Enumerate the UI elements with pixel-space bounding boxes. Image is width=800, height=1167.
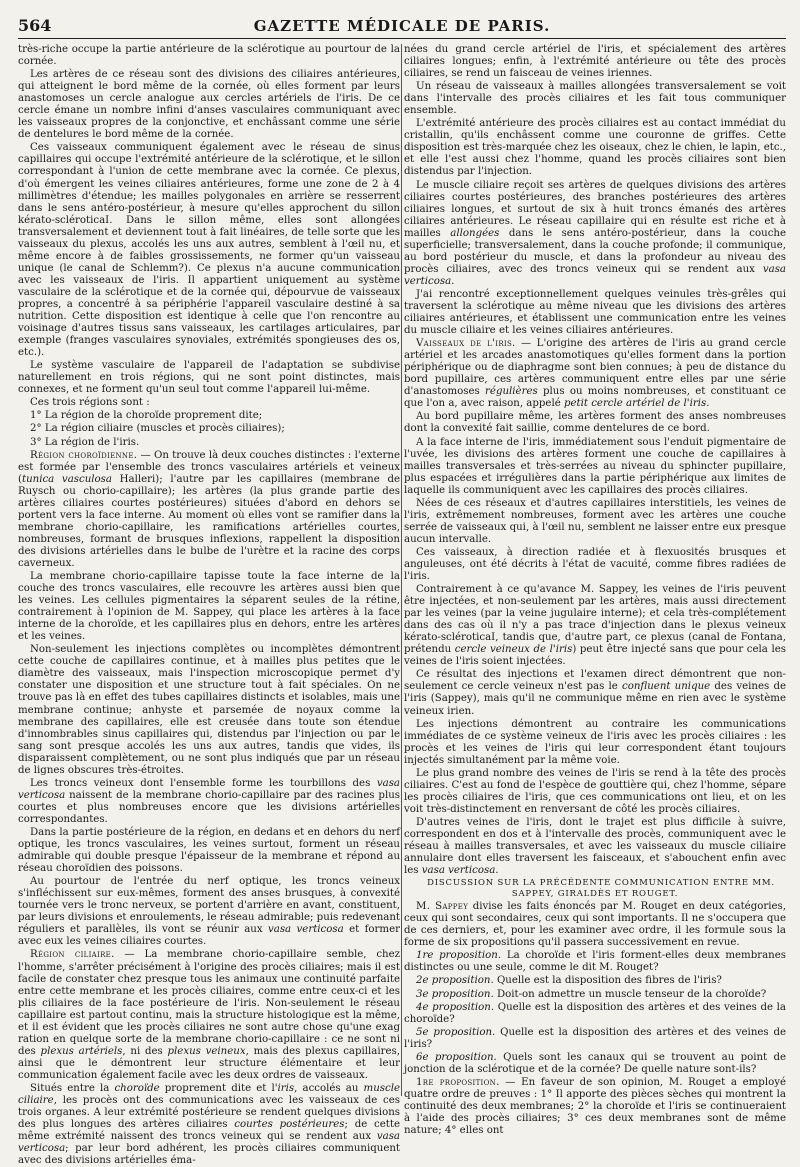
discussion-title: DISCUSSION SUR LA PRÉCÉDENTE COMMUNICATION ENTRE MM. SAPPEY, GIRALDÈS ET ROUGET. [427,878,775,900]
proposition: 1re proposition. — En faveur de son opinion, M. Rouget a employé quatre ordre de preuves : 1° Il apporte des pièces sèches qui montrent la continuité des deux membranes; 2° la choroïde et l'iris se continueraient à l'aide des procès ciliaires; 3° ces deux membranes sont de même nature; 4° elles ont [404,1076,787,1137]
paragraph: Au pourtour de l'entrée du nerf optique, les troncs veineux s'infléchissent sur eux-mêmes, forment des anses brusques, à convexité tournée vers le tronc nerveux, se portent d'arrière en avant, constituent, par leurs divisions et enroulements, le réseau admirable; puis redevenant réguliers et parallèles, ils vont se réunir aux vasa verticosa et former avec eux les veines ciliaires courtes. [18,876,401,948]
list-item: 2° La région ciliaire (muscles et procès ciliaires); [30,423,285,435]
paragraph: Au bord pupillaire même, les artères forment des anses nombreuses dont la convexité fait saillie, comme dentelures de ce bord. [404,411,786,435]
paragraph: Les artères de ce réseau sont des divisions des ciliaires antérieures, qui atteignent le bord même de la cornée, où elles forment par leurs anastomoses un cercle analogue aux cercles artériels de l'iris. De ce cercle émane un nombre infini d'anses vasculaires communiquant avec les vaisseaux propres de la conjonctive, et enchâssant comme une série de dentelures le bord même de la cornée. [18,69,400,141]
list-item: 3° La région de l'iris. [30,436,140,448]
paragraph: Dans la partie postérieure de la région, en dedans et en dehors du nerf optique, les troncs vasculaires, les veines surtout, forment un réseau admirable qui double presque l'épaisseur de la membrane et répond au réseau choroïdien des poissons. [18,827,400,875]
paragraph: nées du grand cercle artériel de l'iris, et spécialement des artères ciliaires longues; enfin, à l'extrémité antérieure ou tête des procès ciliaires, se rend un faisceau de veines iriennes. [404,44,786,80]
proposition: 2e proposition. Quelle est la disposition des fibres de l'iris? [416,975,722,987]
section-iris: Vaisseaux de l'iris. — L'origine des artères de l'iris au grand cercle artériel et les arcades anastomotiques qu'elles forment dans la portion périphérique ou de diaphragme sont bien connues; à peu de distance du bord pupillaire, ces artères communiquent entre elles par une série d'anastomoses régulières plus ou moins nombreuses, et constituant ce que l'on a, avec raison, appelé petit cercle artériel de l'iris. [404,338,786,410]
page-header [18,14,786,39]
paragraph: Un réseau de vaisseaux à mailles allongées transversalement se voit dans l'intervalle des procès ciliaires et les fait tous communiquer ensemble. [404,81,786,117]
paragraph: J'ai rencontré exceptionnellement quelques veinules très-grêles qui traversent la sclérotique au même niveau que les divisions des artères ciliaires antérieures, et établissent une communication entre les veines du muscle ciliaire et les veines ciliaires antérieures. [404,288,786,337]
proposition: 5e proposition. Quelle est la disposition des artères et des veines de l'iris? [404,1026,786,1050]
paragraph: Le système vasculaire de l'appareil de l'adaptation se subdivise naturellement en trois régions, qui ne sont point distinctes, mais connexes, et ne forment qu'un seul tout comme l'appareil lui-même. [18,360,400,396]
paragraph: Non-seulement les injections complètes ou incomplètes démontrent cette couche de capillaires continue, et à mailles plus petites que le diamètre des vaisseaux, mais l'inspection microscopique permet d'y constater une disposition et une structure tout à fait spéciales. On ne trouve pas là en effet des tubes capillaires distincts et isolables, mais une membrane continue; anhyste et parsemée de noyaux comme la membrane des capillaires, elle est creusée dans toute son étendue d'innombrables sinus capillaires qui, distendus par l'injection ou par le sang sont presque accolés les uns aux autres, tandis que vides, ils disparaissent complètement, ou ne sont plus indiqués que par un réseau de lignes obscures très-étroites. [18,644,400,776]
paragraph: Situés entre la choroïde proprement dite et l'iris, accolés au muscle ciliaire, les procès ont des communications avec les vaisseaux de ces trois organes. A leur extrémité postérieure se rendent quelques divisions des plus longues des artères ciliaires courtes postérieures; de cette même extrémité naissent des troncs veineux qui se rendent aux vasa verticosa; par leur bord adhérent, les procès ciliaires communiquent avec des divisions artérielles éma- [18,1082,400,1167]
paragraph: Ces vaisseaux, à direction radiée et à flexuosités brusques et anguleuses, ont été décrits à l'état de vacuité, comme fibres radiées de l'iris. [404,546,786,583]
section-choroid: Région choroïdienne. — On trouve là deux couches distinctes : l'externe est formée par l'ensemble des troncs vasculaires artériels et veineux (tunica vasculosa Halleri); l'autre par les capillaires (membrane de Ruysch ou chorio-capillaire); les artères (la plus grande partie des artères ciliaires courtes postérieures) situées d'abord en dehors se portent vers la face interne. Au moment où elles vont se ramifier dans la membrane chorio-capillaire, les ramifications artérielles courtes, nombreuses, formant de brusques inflexions, rappellent la disposition des divisions artérielles dans le bulbe de l'urètre et la racine des corps caverneux. [18,449,400,569]
proposition: 3e proposition. Doit-on admettre un muscle tenseur de la choroïde? [416,988,767,1000]
proposition: 1re proposition. La choroïde et l'iris forment-elles deux membranes distinctes ou une seule, comme le dit M. Rouget? [404,950,786,974]
paragraph: Le muscle ciliaire reçoit ses artères de quelques divisions des artères ciliaires courtes postérieures, des branches postérieures des artères ciliaires longues, et surtout de six à huit troncs émanés des artères ciliaires antérieures. Le réseau capillaire qui en résulte est riche et à mailles allongées dans le sens antéro-postérieur, dans la couche superficielle; transversalement, dans la couche profonde; il communique, au bord postérieur du muscle, et dans la profondeur au niveau des procès ciliaires, avec des troncs veineux qui se rendent aux vasa verticosa. [404,179,786,287]
paragraph: D'autres veines de l'iris, dont le trajet est plus difficile à suivre, correspondent en dos et à l'intervalle des procès, communiquent avec le réseau à mailles transversales, et avec les vaisseaux du muscle ciliaire annulaire dont elles traversent les faisceaux, et s'abouchent enfin avec les vasa verticosa. [404,816,786,877]
section-ciliary: Région ciliaire. — La membrane chorio-capillaire semble, chez l'homme, s'arrêter précisément à l'origine des procès ciliaires; mais il est facile de constater chez presque tous les animaux une continuité parfaite entre cette membrane et les procès ciliaires, comme entre ceux-ci et les plis ciliaires de la face postérieure de l'iris. Non-seulement le réseau capillaire est partout continu, mais la structure histologique est la même, et il est évident que les procès ciliaires ne sont autre chose qu'une exag ration en quelque sorte de la membrane chorio-capillaire : ce ne sont ni des plexus artériels, ni des plexus veineux, mais des plexus capillaires, ainsi que le démontrent leur structure élémentaire et leur communication également facile avec les deux ordres de vaisseaux. [18,949,401,1081]
paragraph: Nées de ces réseaux et d'autres capillaires interstitiels, les veines de l'iris, extrêmement nombreuses, forment avec les artères une couche serrée de vaisseaux qui, à l'œil nu, semblent ne laisser entre eux presque aucun intervalle. [404,497,786,545]
proposition: 4e proposition. Quelle est la disposition des artères et des veines de la choroïde? [404,1001,786,1025]
section-heading: Région choroïdienne. [30,449,138,461]
speaker-name: M. Sappey [416,901,469,913]
paragraph: Le plus grand nombre des veines de l'iris se rend à la tête des procès ciliaires. C'est au fond de l'espèce de gouttière qui, chez l'homme, sépare les procès ciliaires de l'iris, que ces communications ont lieu, et on les voit très-distinctement en renversant de côté les procès ciliaires. [404,767,786,815]
paragraph: M. Sappey divise les faits énoncés par M. Rouget en deux catégories, ceux qui sont secondaires, ceux qui sont importants. Il ne s'occupera que de ces derniers, et, pour les examiner avec ordre, il les formule sous la forme de six propositions qu'il passera successivement en revue. [404,901,786,949]
journal-title: GAZETTE MÉDICALE DE PARIS. [253,17,551,35]
page-number: 564 [18,16,52,35]
paragraph: La membrane chorio-capillaire tapisse toute la face interne de la couche des troncs vasculaires, elle recouvre les artères aussi bien que les veines. Les cellules pigmentaires la séparent seules de la rétine, contrairement à l'opinion de M. Sappey, qui place les artères à la face interne de la choroïde, et les capillaires plus en dehors, entre les artères et les veines. [18,571,400,643]
paragraph: L'extrémité antérieure des procès ciliaires est au contact immédiat du cristallin, qu'ils enchâssent comme une couronne de griffes. Cette disposition est très-marquée chez les oiseaux, chez le chien, le lapin, etc., et elle l'est aussi chez l'homme, quand les procès ciliaires sont bien distendus par l'injection. [404,118,786,178]
paragraph: Ce résultat des injections et l'examen direct démontrent que non-seulement ce cercle veineux n'est pas le confluent unique des veines de l'iris (Sappey), mais qu'il ne communique même en rien avec le système veineux irien. [404,669,787,717]
proposition: 6e proposition. Quels sont les canaux qui se trouvent au point de jonction de la sclérotique et de la cornée? De quelle nature sont-ils? [404,1051,787,1075]
paragraph: très-riche occupe la partie antérieure de la sclérotique au pourtour de la cornée. [18,44,400,68]
left-column [18,44,401,1167]
section-heading: Région ciliaire. [30,949,115,961]
paragraph: Contrairement à ce qu'avance M. Sappey, les veines de l'iris peuvent être injectées, et non-seulement par les artères, mais aussi directement par les veines (par la veine jugulaire interne); et cela très-complétement dans des cas où il n'y a pas trace d'injection dans le plexus veineux kérato-scléroticaI, tandis que, d'autre part, ce plexus (canal de Fontana, prétendu cercle veineux de l'iris) peut être injecté sans que pour cela les veines de l'iris soient injectées. [404,584,786,668]
paragraph: Les injections démontrent au contraire les communications immédiates de ce système veineux de l'iris avec les procès ciliaires : les procès et les veines de l'iris qui leur correspondent étant toujours injectés simultanément par la même voie. [404,718,786,766]
column-divider [401,44,402,1096]
section-heading: Vaisseaux de l'iris. [416,338,516,350]
list-item: 1° La région de la choroïde proprement dite; [30,410,263,422]
paragraph: Les troncs veineux dont l'ensemble forme les tourbillons des vasa verticosa naissent de la membrane chorio-capillaire par des racines plus courtes et plus nombreuses encore que les divisions artérielles correspondantes. [18,777,400,825]
right-column [404,44,787,1137]
paragraph: Ces trois régions sont : [30,397,150,409]
paragraph: Ces vaisseaux communiquent également avec le réseau de sinus capillaires qui occupe l'extrémité antérieure de la sclérotique, et le sillon correspondant à l'union de cette membrane avec la cornée. Ce plexus, d'où émergent les veines ciliaires antérieures, forme une zone de 2 à 4 millimètres d'étendue; les mailles polygonales en arrière se resserrent dans le sens antéro-postérieur, à mesure qu'elles approchent du sillon kérato-scléroticaI. Dans le sillon même, elles sont allongées transversalement et deviennent tout à fait linéaires, de telle sorte que les vaisseaux du plexus, accolés les uns aux autres, semblent à l'œil nu, et même encore à de faibles grossissements, ne former qu'un vaisseau unique (le canal de Schlemm?). Ce plexus n'a aucune communication avec les vaisseaux de l'iris. Il appartient uniquement au système vasculaire de la sclérotique et de la cornée qui, dépourvue de vaisseaux propres, a concentré à sa périphérie l'appareil vasculaire destiné à sa nutrition. Cette disposition est identique à celle que l'on rencontre au voisinage d'autres tissus sans vaisseaux, les cartilages articulaires, par exemple (franges vasculaires synoviales, extrémités spongieuses des os, etc.). [18,142,400,359]
paragraph: A la face interne de l'iris, immédiatement sous l'enduit pigmentaire de l'uvée, les divisions des artères forment une couche de capillaires à mailles transversales et très-serrées au niveau du sphincter pupillaire, plus espacées et irrégulières dans la partie périphérique aux limites de laquelle ils communiquent avec les capillaires des procès ciliaires. [404,436,786,496]
